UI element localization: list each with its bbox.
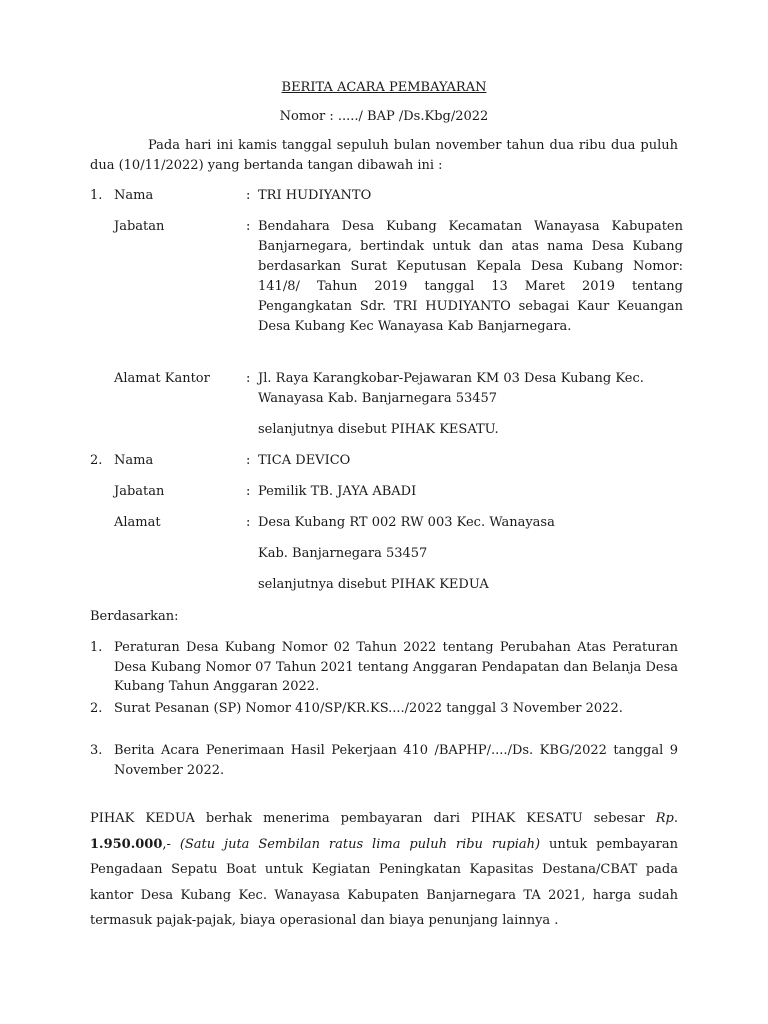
colon: : (246, 219, 251, 234)
basis-item (90, 699, 678, 719)
payment-text-part2: untuk pembayaran Pengadaan Sepatu Boat untuk Kegiatan Peningkatan Kapasitas Destana/CBAT pada kantor Desa Kubang Kec. Wanayasa Kabupaten Banjarnegara TA 2021, harga sudah termasuk pajak-pajak, biaya operasional dan biaya penunjang lainnya . (90, 836, 678, 928)
party2-number: 2. (90, 453, 103, 468)
intro-paragraph: Pada hari ini kamis tanggal sepuluh bulan november tahun dua ribu dua puluh dua (10/11/2022) yang bertanda tangan dibawah ini : (90, 138, 678, 173)
basis-item (90, 638, 678, 697)
party2-alamat-label: Alamat (114, 515, 161, 530)
basis-item-text: Berita Acara Penerimaan Hasil Pekerjaan 410 /BAPHP/..../Ds. KBG/2022 tanggal 9 November 2022. (114, 743, 678, 778)
payment-amount-words: (Satu juta Sembilan ratus lima puluh ribu rupiah) (179, 836, 541, 852)
party2-jabatan-label: Jabatan (114, 484, 165, 499)
basis-item-text: Surat Pesanan (SP) Nomor 410/SP/KR.KS..../2022 tanggal 3 November 2022. (114, 701, 623, 716)
payment-amount: 1.950.000 (90, 836, 163, 852)
basis-item-text: Peraturan Desa Kubang Nomor 02 Tahun 2022 tentang Perubahan Atas Peraturan Desa Kubang Nomor 07 Tahun 2021 tentang Anggaran Pendapatan dan Belanja Desa Kubang Tahun Anggaran 2022. (114, 640, 678, 694)
party1-jabatan-value: Bendahara Desa Kubang Kecamatan Wanayasa Kabupaten Banjarnegara, bertindak untuk dan atas nama Desa Kubang berdasarkan Surat Keputusan Kepala Desa Kubang Nomor: 141/8/ Tahun 2019 tanggal 13 Maret 2019 tentang Pengangkatan Sdr. TRI HUDIYANTO sebagai Kaur Keuangan Desa Kubang Kec Wanayasa Kab Banjarnegara. (258, 219, 683, 334)
party2-note: selanjutnya disebut PIHAK KEDUA (258, 577, 489, 592)
party1-number: 1. (90, 188, 103, 203)
basis-item-number: 2. (90, 701, 103, 716)
document-number: Nomor : ...../ BAP /Ds.Kbg/2022 (279, 109, 489, 124)
colon: : (246, 484, 251, 499)
basis-item (90, 741, 678, 780)
colon: : (246, 453, 251, 468)
document-title: BERITA ACARA PEMBAYARAN (281, 80, 487, 95)
party1-jabatan-label: Jabatan (114, 219, 165, 234)
payment-currency: Rp. (655, 811, 678, 826)
colon: : (246, 515, 251, 530)
party1-nama-value: TRI HUDIYANTO (258, 188, 372, 203)
basis-item-number: 3. (90, 743, 103, 758)
party1-alamat-value: Jl. Raya Karangkobar-Pejawaran KM 03 Desa Kubang Kec. Wanayasa Kab. Banjarnegara 53457 (258, 371, 644, 406)
colon: : (246, 371, 251, 386)
payment-text-part1: PIHAK KEDUA berhak menerima pembayaran dari PIHAK KESATU sebesar (90, 811, 656, 826)
party1-note: selanjutnya disebut PIHAK KESATU. (258, 422, 499, 437)
basis-heading: Berdasarkan: (90, 609, 179, 624)
party2-alamat-value-2: Kab. Banjarnegara 53457 (258, 546, 428, 561)
party2-nama-value: TICA DEVICO (258, 453, 351, 468)
payment-amount-suffix: ,- (162, 836, 180, 852)
party2-alamat-value-1: Desa Kubang RT 002 RW 003 Kec. Wanayasa (258, 515, 555, 530)
basis-item-number: 1. (90, 640, 103, 655)
party2-jabatan-value: Pemilik TB. JAYA ABADI (258, 484, 417, 499)
party2-nama-label: Nama (114, 453, 154, 468)
payment-paragraph (90, 806, 678, 934)
party1-alamat-label: Alamat Kantor (114, 371, 210, 386)
party1-nama-label: Nama (114, 188, 154, 203)
colon: : (246, 188, 251, 203)
